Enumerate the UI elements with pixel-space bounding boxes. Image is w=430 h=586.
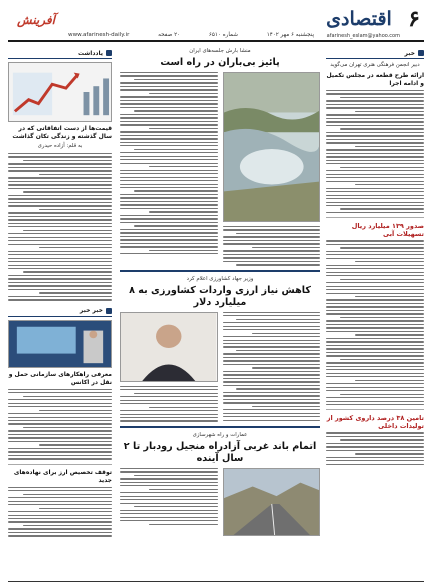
mid-headline-mid: کاهش نیاز ارزی واردات کشاورزی به ۸ میلیارد دلار bbox=[129, 284, 311, 308]
divider bbox=[326, 217, 424, 218]
divider bbox=[120, 426, 320, 428]
minister-photo bbox=[120, 312, 218, 382]
right-headline-2: صدور ۱۳۹ میلیارد ریال تسهیلات آبی bbox=[351, 222, 424, 239]
section-title: اقتصادی bbox=[326, 8, 392, 30]
article-text bbox=[8, 153, 112, 301]
left-headline-mid: معرفی راهکارهای سازمانی حمل و نقل در اکانس bbox=[8, 370, 112, 386]
mid-headline-top: پائیز بی‌باران در راه است bbox=[160, 57, 280, 68]
right-headline-1: ارائه طرح قطعه در مجلس تکمیل و ادامه اجرا bbox=[326, 72, 424, 87]
article-text bbox=[223, 312, 321, 421]
pages-line: ۲۰ صفحه bbox=[158, 32, 181, 38]
right-kicker: دبیر انجمن فرهنگی هنری تهران می‌گوید bbox=[330, 62, 420, 68]
mid-kicker-top: منشا بارش جلسه‌های ایران bbox=[189, 48, 251, 54]
divider bbox=[326, 409, 424, 410]
article-text bbox=[120, 386, 218, 422]
left-headline-top: قیمت‌ها از دست اتفاقاتی که در سال گذشته و زندگی تکان گذاشت bbox=[12, 125, 112, 140]
article-text bbox=[326, 240, 424, 405]
middle-column bbox=[120, 48, 320, 580]
story-block-mid bbox=[120, 312, 320, 422]
tag-label: خبر bbox=[404, 49, 415, 57]
mid-kicker-bottom: عمارات و راه شهرسازی bbox=[192, 431, 248, 438]
story-block-top bbox=[120, 72, 320, 266]
bottom-rule bbox=[8, 581, 424, 585]
tag-bullet-icon bbox=[418, 50, 424, 56]
divider bbox=[8, 464, 112, 465]
section-tag-note bbox=[8, 48, 112, 59]
article-text bbox=[120, 468, 218, 525]
section-tag-brief bbox=[8, 306, 112, 317]
date-line: پنجشنبه ۶ مهر ۱۴۰۲ bbox=[266, 32, 314, 38]
issue-meta-bar bbox=[68, 31, 314, 40]
email-right: afarinesh_eslam@yahoo.com bbox=[326, 33, 400, 39]
tag-label: خبر خبر bbox=[79, 307, 103, 315]
right-headline-3: تامین ۳۸ درصد داروی کشور از تولیدات داخلی bbox=[326, 414, 424, 431]
tag-label: یادداشت bbox=[78, 49, 103, 57]
tag-bullet-icon bbox=[106, 308, 112, 314]
right-column bbox=[326, 48, 424, 580]
left-column bbox=[8, 48, 112, 580]
article-text bbox=[326, 90, 424, 213]
market-chart-photo bbox=[8, 62, 112, 122]
left-headline-low: توقف تخصیص ارز برای نهاده‌های جدید bbox=[13, 468, 112, 484]
story-block-bottom bbox=[120, 468, 320, 536]
mid-kicker-mid: وزیر جهاد کشاورزی اعلام کرد bbox=[186, 275, 254, 282]
highway-photo bbox=[223, 468, 321, 536]
article-text bbox=[120, 72, 218, 254]
masthead bbox=[8, 4, 424, 42]
paper-name-logo: آفرینش bbox=[17, 13, 55, 27]
tag-bullet-icon bbox=[106, 50, 112, 56]
article-text bbox=[326, 432, 424, 465]
section-tag-news bbox=[326, 48, 424, 59]
issue-line: شماره ۶۵۱۰ bbox=[208, 32, 238, 38]
mid-headline-bottom: اتمام باند غربی آزادراه منجیل رودبار تا ۲ سال آینده bbox=[123, 440, 317, 464]
conference-photo bbox=[8, 320, 112, 368]
landscape-photo bbox=[223, 72, 321, 222]
byline: به قلم: آزاده حیدری bbox=[37, 143, 83, 149]
page-number: ۶ bbox=[404, 6, 424, 32]
article-text bbox=[8, 487, 112, 537]
site-line: www.afarinesh-daily.ir bbox=[68, 32, 130, 38]
article-text bbox=[223, 226, 321, 266]
divider bbox=[120, 270, 320, 272]
article-text bbox=[8, 389, 112, 460]
